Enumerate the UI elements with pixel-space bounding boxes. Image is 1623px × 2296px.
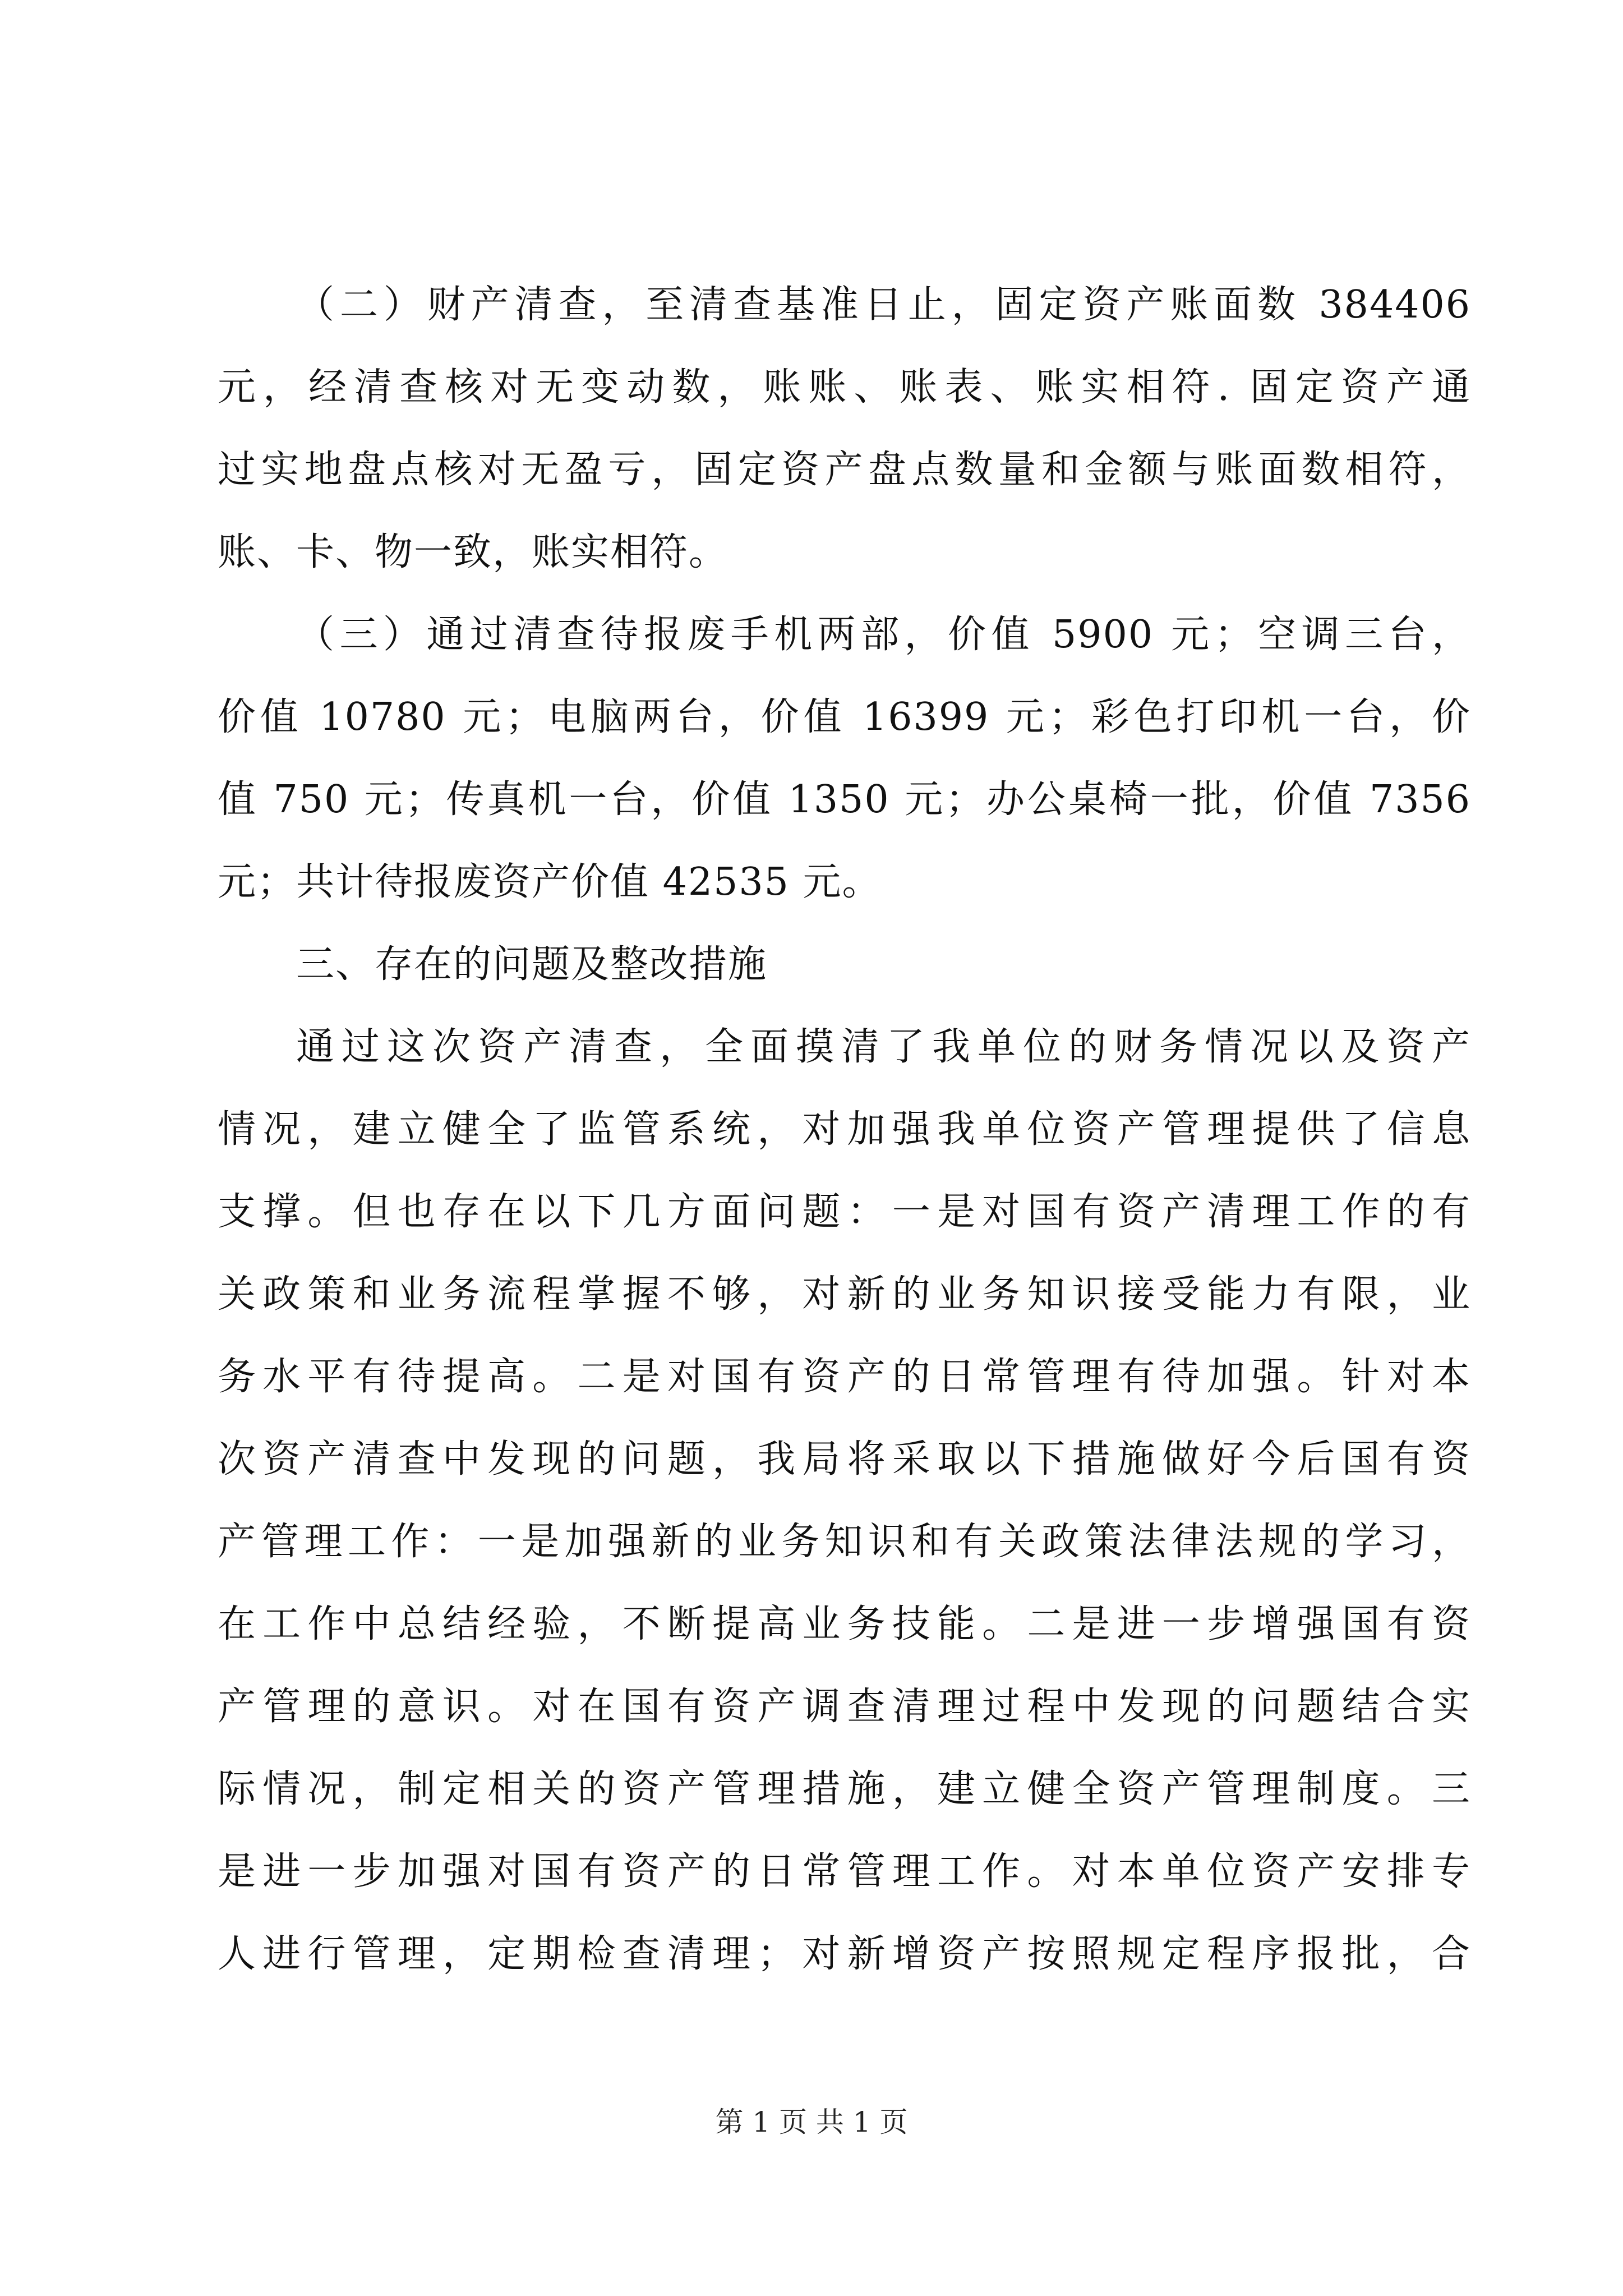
paragraph-line: 价值 10780 元；电脑两台，价值 16399 元；彩色打印机一台，价	[218, 695, 1471, 739]
paragraph-line: 值 750 元；传真机一台，价值 1350 元；办公桌椅一批，价值 7356	[218, 777, 1471, 822]
paragraph-line: 是进一步加强对国有资产的日常管理工作。对本单位资产安排专	[218, 1849, 1471, 1894]
paragraph-line: 产管理的意识。对在国有资产调查清理过程中发现的问题结合实	[218, 1685, 1471, 1729]
paragraph-line: 过实地盘点核对无盈亏，固定资产盘点数量和金额与账面数相符，	[218, 448, 1471, 492]
paragraph-line: 账、卡、物一致，账实相符。	[218, 530, 728, 574]
paragraph-line: 元，经清查核对无变动数，账账、账表、账实相符. 固定资产通	[218, 365, 1471, 409]
paragraph-line: 通过这次资产清查，全面摸清了我单位的财务情况以及资产	[296, 1025, 1471, 1069]
paragraph-line: 人进行管理，定期检查清理；对新增资产按照规定程序报批，合	[218, 1932, 1471, 1976]
paragraph-line: （二）财产清查，至清查基准日止，固定资产账面数 384406	[296, 283, 1471, 327]
paragraph-line: 在工作中总结经验，不断提高业务技能。二是进一步增强国有资	[218, 1602, 1471, 1646]
paragraph-line: （三）通过清查待报废手机两部，价值 5900 元；空调三台，	[296, 613, 1471, 657]
paragraph-line: 务水平有待提高。二是对国有资产的日常管理有待加强。针对本	[218, 1355, 1471, 1399]
paragraph-line: 三、存在的问题及整改措施	[296, 942, 768, 987]
paragraph-line: 际情况，制定相关的资产管理措施，建立健全资产管理制度。三	[218, 1767, 1471, 1811]
paragraph-line: 次资产清查中发现的问题，我局将采取以下措施做好今后国有资	[218, 1437, 1471, 1481]
paragraph-line: 支撑。但也存在以下几方面问题：一是对国有资产清理工作的有	[218, 1190, 1471, 1234]
page-footer: 第 1 页 共 1 页	[715, 2106, 908, 2138]
document-body	[218, 264, 1471, 1995]
paragraph-line: 情况，建立健全了监管系统，对加强我单位资产管理提供了信息	[218, 1107, 1471, 1152]
paragraph-line: 关政策和业务流程掌握不够，对新的业务知识接受能力有限，业	[218, 1272, 1471, 1317]
paragraph-line: 产管理工作：一是加强新的业务知识和有关政策法律法规的学习，	[218, 1520, 1471, 1564]
paragraph-line: 元；共计待报废资产价值 42535 元。	[218, 860, 882, 904]
